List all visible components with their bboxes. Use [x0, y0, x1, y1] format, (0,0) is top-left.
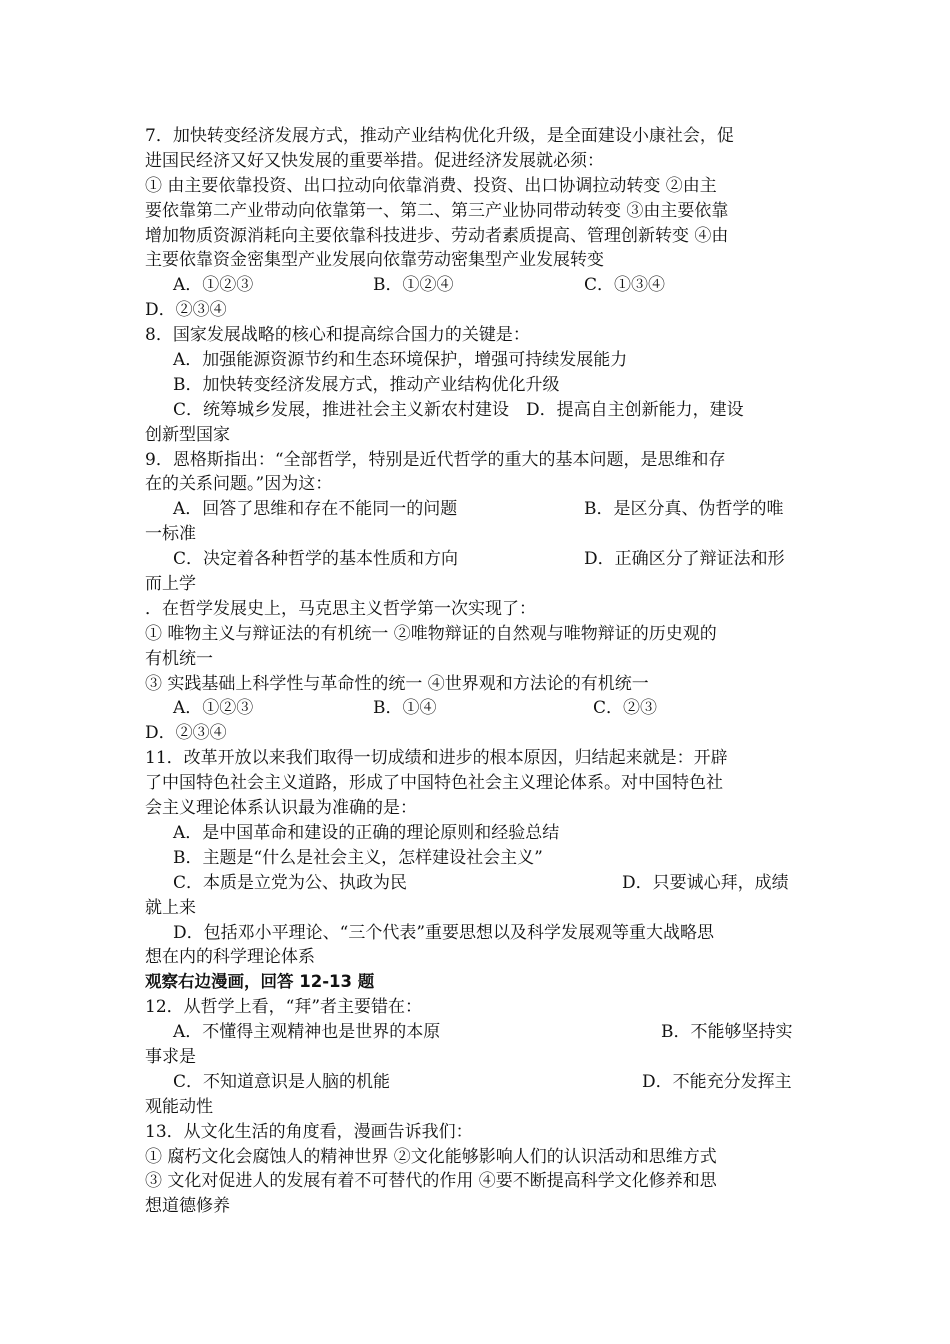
question-9-options-row-2	[145, 547, 810, 572]
question-13-statement-line-2: ③ 文化对促进人的发展有着不可替代的作用 ④要不断提高科学文化修养和思	[145, 1171, 717, 1192]
question-7-options-row	[145, 273, 810, 298]
question-12-option-d: D．不能充分发挥主	[642, 1071, 792, 1092]
question-9-option-a: A．回答了思维和存在不能同一的问题	[173, 499, 458, 520]
question-10-statement-line-3: ③ 实践基础上科学性与革命性的统一 ④世界观和方法论的有机统一	[145, 673, 649, 694]
question-11-option-a: A．是中国革命和建设的正确的理论原则和经验总结	[173, 822, 560, 843]
question-12-option-c: C．不知道意识是人脑的机能	[173, 1071, 391, 1092]
question-9-option-b: B．是区分真、伪哲学的唯	[584, 499, 784, 520]
question-9-stem-line-2: 在的关系问题。”因为这：	[145, 474, 333, 495]
question-12-option-d-continued: 观能动性	[145, 1096, 213, 1117]
question-11-stem-line-2: 了中国特色社会主义道路，形成了中国特色社会主义理论体系。对中国特色社	[145, 773, 723, 794]
question-13-statement-line-3: 想道德修养	[145, 1196, 230, 1217]
section-heading: 观察右边漫画，回答 12-13 题	[145, 972, 375, 992]
exam-page	[145, 124, 810, 1219]
question-7-statement-line-3: 增加物质资源消耗向主要依靠科技进步、劳动者素质提高、管理创新转变 ④由	[145, 225, 729, 246]
question-7-stem-line-1: 7．加快转变经济发展方式，推动产业结构优化升级，是全面建设小康社会，促	[145, 126, 734, 146]
question-10-option-b: B．①④	[373, 698, 437, 719]
question-12	[145, 995, 810, 1119]
question-9-option-c: C．决定着各种哲学的基本性质和方向	[173, 549, 459, 570]
question-13-stem: 13．从文化生活的角度看，漫画告诉我们：	[145, 1121, 473, 1142]
question-8-option-a: A．加强能源资源节约和生态环境保护，增强可持续发展能力	[173, 350, 628, 371]
question-10-statement-line-2: 有机统一	[145, 648, 213, 669]
question-10-option-a: A．①②③	[173, 698, 254, 719]
question-12-option-a: A．不懂得主观精神也是世界的本原	[173, 1022, 441, 1043]
question-10-option-d: D．②③④	[145, 723, 227, 744]
question-7-stem-line-2: 进国民经济又好又快发展的重要举措。促进经济发展就必须：	[145, 150, 604, 171]
question-7	[145, 124, 810, 323]
question-12-option-b-continued: 事求是	[145, 1046, 196, 1067]
question-8-option-c-d: C．统筹城乡发展，推进社会主义新农村建设 D．提高自主创新能力，建设	[173, 399, 744, 420]
question-11-option-d: D．只要诚心拜，成绩	[622, 872, 789, 893]
question-8	[145, 323, 810, 447]
question-11-stem-line-1: 11．改革开放以来我们取得一切成绩和进步的根本原因，归结起来就是：开辟	[145, 748, 728, 769]
question-13	[145, 1120, 810, 1220]
question-10-statement-line-1: ① 唯物主义与辩证法的有机统一 ②唯物辩证的自然观与唯物辩证的历史观的	[145, 623, 717, 644]
question-11-options-row	[145, 871, 810, 896]
question-9-options-row-1	[145, 497, 810, 522]
question-9-option-b-continued: 一标准	[145, 524, 196, 545]
question-11-option-e-continued: 想在内的科学理论体系	[145, 947, 315, 968]
question-9-stem-line-1: 9．恩格斯指出：“全部哲学，特别是近代哲学的重大的基本问题，是思维和存	[145, 449, 726, 470]
question-11-stem-line-3: 会主义理论体系认识最为准确的是：	[145, 798, 417, 819]
question-7-option-b: B．①②④	[373, 275, 454, 296]
question-7-statement-line-4: 主要依靠资金密集型产业发展向依靠劳动密集型产业发展转变	[145, 250, 604, 271]
question-8-option-d-continued: 创新型国家	[145, 424, 230, 445]
question-8-option-b: B．加快转变经济发展方式，推动产业结构优化升级	[173, 374, 560, 395]
question-12-option-b: B．不能够坚持实	[661, 1022, 793, 1043]
question-10-option-c: C．②③	[593, 698, 658, 719]
question-9-option-d-continued: 而上学	[145, 574, 196, 595]
question-9-option-d: D．正确区分了辩证法和形	[584, 549, 785, 570]
question-11-option-b: B．主题是“什么是社会主义，怎样建设社会主义”	[173, 847, 543, 868]
question-12-options-row-1	[145, 1020, 810, 1045]
question-13-statement-line-1: ① 腐朽文化会腐蚀人的精神世界 ②文化能够影响人们的认识活动和思维方式	[145, 1146, 717, 1167]
question-11-option-d-continued: 就上来	[145, 897, 196, 918]
question-10-options-row	[145, 696, 810, 721]
question-9	[145, 448, 810, 597]
question-11-option-c: C．本质是立党为公、执政为民	[173, 872, 408, 893]
question-7-option-d: D．②③④	[145, 300, 227, 321]
question-8-stem: 8．国家发展战略的核心和提高综合国力的关键是：	[145, 325, 530, 346]
question-12-options-row-2	[145, 1070, 810, 1095]
question-7-statement-line-2: 要依靠第二产业带动向依靠第一、第二、第三产业协同带动转变 ③由主要依靠	[145, 200, 729, 221]
question-7-option-c: C．①③④	[584, 275, 666, 296]
question-12-stem: 12．从哲学上看，“拜”者主要错在：	[145, 997, 423, 1018]
question-11-option-e: D．包括邓小平理论、“三个代表”重要思想以及科学发展观等重大战略思	[173, 922, 715, 943]
question-7-statement-line-1: ① 由主要依靠投资、出口拉动向依靠消费、投资、出口协调拉动转变 ②由主	[145, 175, 717, 196]
question-7-option-a: A．①②③	[173, 275, 254, 296]
question-10	[145, 597, 810, 746]
question-11	[145, 746, 810, 970]
question-10-stem: ．在哲学发展史上，马克思主义哲学第一次实现了：	[145, 598, 536, 619]
